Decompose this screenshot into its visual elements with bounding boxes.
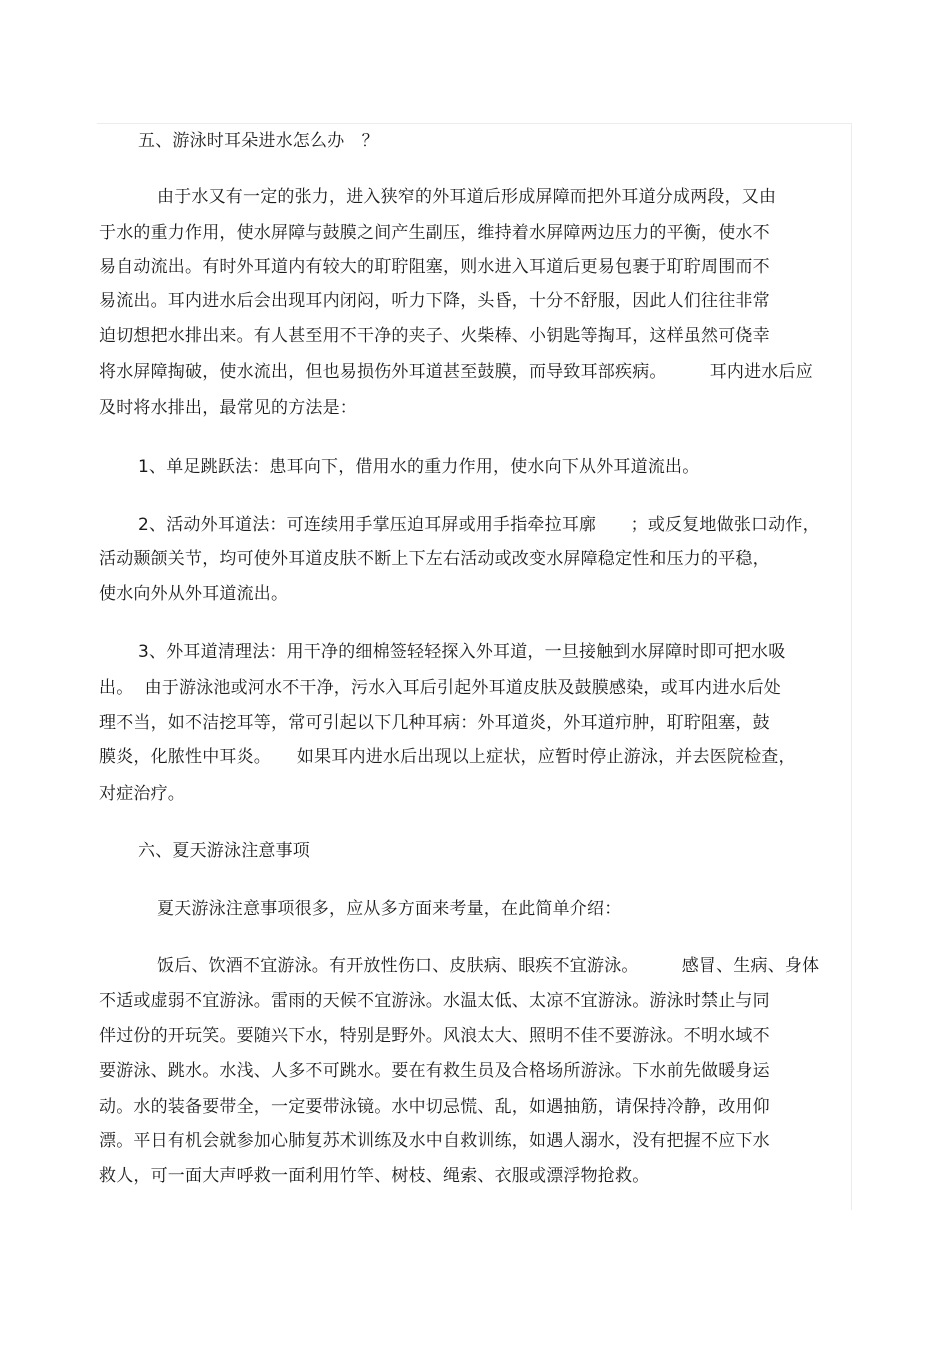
paragraph-line: 2、活动外耳道法：可连续用手掌压迫耳屏或用手指牵拉耳廓 ；或反复地做张口动作， bbox=[138, 515, 820, 535]
paragraph-line: 膜炎，化脓性中耳炎。 如果耳内进水后出现以上症状，应暂时停止游泳，并去医院检查， bbox=[99, 747, 796, 767]
paragraph-line: 1、单足跳跃法：患耳向下，借用水的重力作用，使水向下从外耳道流出。 bbox=[138, 457, 700, 477]
paragraph-line: 使水向外从外耳道流出。 bbox=[99, 584, 289, 604]
paragraph-line: 3、外耳道清理法：用干净的细棉签轻轻探入外耳道，一旦接触到水屏障时即可把水吸 bbox=[138, 642, 786, 662]
paragraph-line: 于水的重力作用，使水屏障与鼓膜之间产生副压，维持着水屏障两边压力的平衡，使水不 bbox=[99, 223, 770, 243]
paragraph-line: 漂。平日有机会就参加心肺复苏术训练及水中自救训练，如遇人溺水，没有把握不应下水 bbox=[99, 1131, 770, 1151]
paragraph-line: 活动颞颌关节，均可使外耳道皮肤不断上下左右活动或改变水屏障稳定性和压力的平稳， bbox=[99, 549, 770, 569]
paragraph-line: 夏天游泳注意事项很多，应从多方面来考量，在此简单介绍： bbox=[157, 899, 622, 919]
paragraph-line: 伴过份的开玩笑。要随兴下水，特别是野外。风浪太大、照明不佳不要游泳。不明水域不 bbox=[99, 1026, 770, 1046]
paragraph-line: 对症治疗。 bbox=[99, 784, 185, 804]
section-6-heading: 六、夏天游泳注意事项 bbox=[138, 841, 310, 861]
paragraph-line: 易自动流出。有时外耳道内有较大的耵聍阻塞，则水进入耳道后更易包裹于耵聍周围而不 bbox=[99, 257, 770, 277]
paragraph-line: 出。 由于游泳池或河水不干净，污水入耳后引起外耳道皮肤及鼓膜感染，或耳内进水后处 bbox=[99, 678, 782, 698]
paragraph-line: 不适或虚弱不宜游泳。雷雨的天候不宜游泳。水温太低、太凉不宜游泳。游泳时禁止与同 bbox=[99, 991, 770, 1011]
section-5-heading: 五、游泳时耳朵进水怎么办 ？ bbox=[138, 131, 379, 151]
paragraph-line: 饭后、饮酒不宜游泳。有开放性伤口、皮肤病、眼疾不宜游泳。 感冒、生病、身体 bbox=[157, 956, 820, 976]
paragraph-line: 理不当，如不洁挖耳等，常可引起以下几种耳病：外耳道炎，外耳道疖肿，耵聍阻塞，鼓 bbox=[99, 713, 770, 733]
paragraph-line: 救人，可一面大声呼救一面利用竹竿、树枝、绳索、衣服或漂浮物抢救。 bbox=[99, 1166, 650, 1186]
paragraph-line: 动。水的装备要带全，一定要带泳镜。水中切忌慌、乱，如遇抽筋，请保持冷静，改用仰 bbox=[99, 1097, 770, 1117]
paragraph-line: 由于水又有一定的张力，进入狭窄的外耳道后形成屏障而把外耳道分成两段，又由 bbox=[157, 187, 777, 207]
paragraph-line: 易流出。耳内进水后会出现耳内闭闷，听力下降，头昏，十分不舒服，因此人们往往非常 bbox=[99, 291, 770, 311]
paragraph-line: 及时将水排出，最常见的方法是： bbox=[99, 398, 357, 418]
paragraph-line: 要游泳、跳水。水浅、人多不可跳水。要在有救生员及合格场所游泳。下水前先做暖身运 bbox=[99, 1061, 770, 1081]
paragraph-line: 迫切想把水排出来。有人甚至用不干净的夹子、火柴棒、小钥匙等掏耳，这样虽然可侥幸 bbox=[99, 326, 770, 346]
paragraph-line: 将水屏障掏破，使水流出，但也易损伤外耳道甚至鼓膜，而导致耳部疾病。 耳内进水后应 bbox=[99, 362, 813, 382]
